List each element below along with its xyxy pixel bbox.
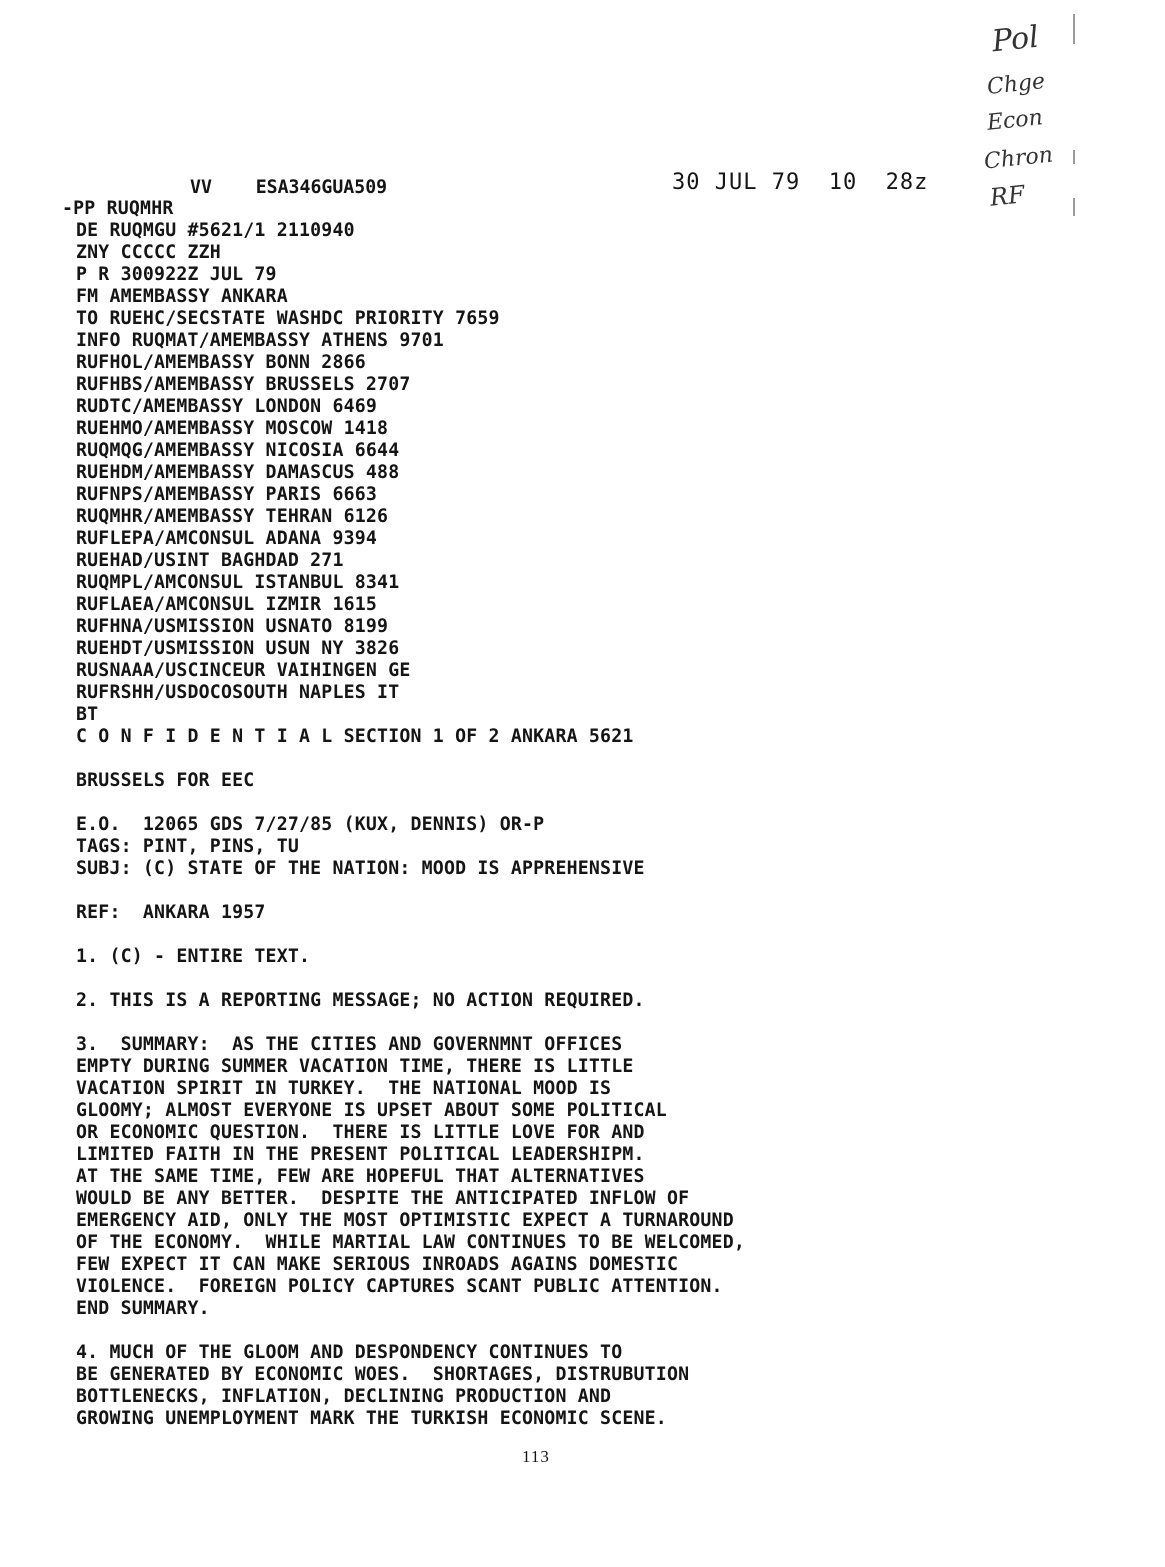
paragraph-1: 1. (C) - ENTIRE TEXT. — [76, 946, 311, 967]
paragraph-line: AT THE SAME TIME, FEW ARE HOPEFUL THAT ALTERNATIVES — [76, 1166, 645, 1187]
routing-line: RUFHBS/AMEMBASSY BRUSSELS 2707 — [76, 374, 411, 395]
routing-line: RUSNAAA/USCINCEUR VAIHINGEN GE — [76, 660, 411, 681]
routing-line: RUEHDT/USMISSION USUN NY 3826 — [76, 638, 400, 659]
routing-line: ZNY CCCCC ZZH — [76, 242, 221, 263]
brussels-line: BRUSSELS FOR EEC — [76, 770, 255, 791]
handwritten-note-chron: Chron — [982, 142, 1055, 175]
routing-line: DE RUQMGU #5621/1 2110940 — [76, 220, 355, 241]
handwritten-note-econ: Econ — [985, 105, 1044, 136]
paragraph-line: 3. SUMMARY: AS THE CITIES AND GOVERNMNT OFFICES — [76, 1034, 623, 1055]
handwritten-note-pol: Pol — [990, 19, 1041, 60]
paragraph-line: OR ECONOMIC QUESTION. THERE IS LITTLE LOVE FOR AND — [76, 1122, 645, 1143]
routing-line: BT — [76, 704, 99, 725]
paragraph-line: GLOOMY; ALMOST EVERYONE IS UPSET ABOUT SOME POLITICAL — [76, 1100, 667, 1121]
eo-line: E.O. 12065 GDS 7/27/85 (KUX, DENNIS) OR-P — [76, 814, 545, 835]
routing-line: INFO RUQMAT/AMEMBASSY ATHENS 9701 — [76, 330, 444, 351]
margin-mark — [1073, 150, 1075, 164]
routing-line: RUFHNA/USMISSION USNATO 8199 — [76, 616, 389, 637]
routing-line: RUQMPL/AMCONSUL ISTANBUL 8341 — [76, 572, 400, 593]
routing-line: RUFRSHH/USDOCOSOUTH NAPLES IT — [76, 682, 400, 703]
routing-line: RUFLAEA/AMCONSUL IZMIR 1615 — [76, 594, 378, 615]
routing-line: RUFHOL/AMEMBASSY BONN 2866 — [76, 352, 366, 373]
routing-line: RUQMHR/AMEMBASSY TEHRAN 6126 — [76, 506, 389, 527]
routing-line: TO RUEHC/SECSTATE WASHDC PRIORITY 7659 — [76, 308, 500, 329]
page-number: 113 — [522, 1447, 550, 1466]
paragraph-line: VIOLENCE. FOREIGN POLICY CAPTURES SCANT PUBLIC ATTENTION. — [76, 1276, 723, 1297]
subject-line: SUBJ: (C) STATE OF THE NATION: MOOD IS APPREHENSIVE — [76, 858, 645, 879]
paragraph-line: WOULD BE ANY BETTER. DESPITE THE ANTICIPATED INFLOW OF — [76, 1188, 690, 1209]
routing-line: -PP RUQMHR — [62, 198, 174, 219]
routing-line: RUEHMO/AMEMBASSY MOSCOW 1418 — [76, 418, 389, 439]
routing-line: RUFLEPA/AMCONSUL ADANA 9394 — [76, 528, 378, 549]
tags-line: TAGS: PINT, PINS, TU — [76, 836, 299, 857]
routing-line: RUEHDM/AMEMBASSY DAMASCUS 488 — [76, 462, 400, 483]
routing-line: P R 300922Z JUL 79 — [76, 264, 277, 285]
paragraph-line: VACATION SPIRIT IN TURKEY. THE NATIONAL MOOD IS — [76, 1078, 612, 1099]
reference-line: REF: ANKARA 1957 — [76, 902, 266, 923]
routing-line: FM AMEMBASSY ANKARA — [76, 286, 288, 307]
handwritten-note-chge: Chge — [985, 69, 1047, 100]
message-id-line: VV ESA346GUA509 — [190, 177, 388, 198]
margin-mark — [1073, 14, 1075, 44]
paragraph-line: EMERGENCY AID, ONLY THE MOST OPTIMISTIC EXPECT A TURNAROUND — [76, 1210, 734, 1231]
paragraph-line: EMPTY DURING SUMMER VACATION TIME, THERE IS LITTLE — [76, 1056, 634, 1077]
paragraph-line: 4. MUCH OF THE GLOOM AND DESPONDENCY CONTINUES TO — [76, 1342, 623, 1363]
routing-line: RUQMQG/AMEMBASSY NICOSIA 6644 — [76, 440, 400, 461]
paragraph-line: FEW EXPECT IT CAN MAKE SERIOUS INROADS AGAINS DOMESTIC — [76, 1254, 679, 1275]
handwritten-note-rf: RF — [988, 180, 1027, 212]
classification-line: C O N F I D E N T I A L SECTION 1 OF 2 ANKARA 5621 — [76, 726, 634, 747]
margin-mark — [1073, 198, 1075, 216]
routing-line: RUFNPS/AMEMBASSY PARIS 6663 — [76, 484, 378, 505]
paragraph-line: LIMITED FAITH IN THE PRESENT POLITICAL LEADERSHIPM. — [76, 1144, 645, 1165]
paragraph-2: 2. THIS IS A REPORTING MESSAGE; NO ACTION REQUIRED. — [76, 990, 645, 1011]
routing-line: RUEHAD/USINT BAGHDAD 271 — [76, 550, 344, 571]
paragraph-line: GROWING UNEMPLOYMENT MARK THE TURKISH ECONOMIC SCENE. — [76, 1408, 667, 1429]
paragraph-line: BOTTLENECKS, INFLATION, DECLINING PRODUCTION AND — [76, 1386, 612, 1407]
date-time-stamp: 30 JUL 79 10 28z — [672, 170, 929, 195]
routing-line: RUDTC/AMEMBASSY LONDON 6469 — [76, 396, 378, 417]
paragraph-line: BE GENERATED BY ECONOMIC WOES. SHORTAGES, DISTRUBUTION — [76, 1364, 690, 1385]
paragraph-line: END SUMMARY. — [76, 1298, 210, 1319]
paragraph-line: OF THE ECONOMY. WHILE MARTIAL LAW CONTINUES TO BE WELCOMED, — [76, 1232, 745, 1253]
